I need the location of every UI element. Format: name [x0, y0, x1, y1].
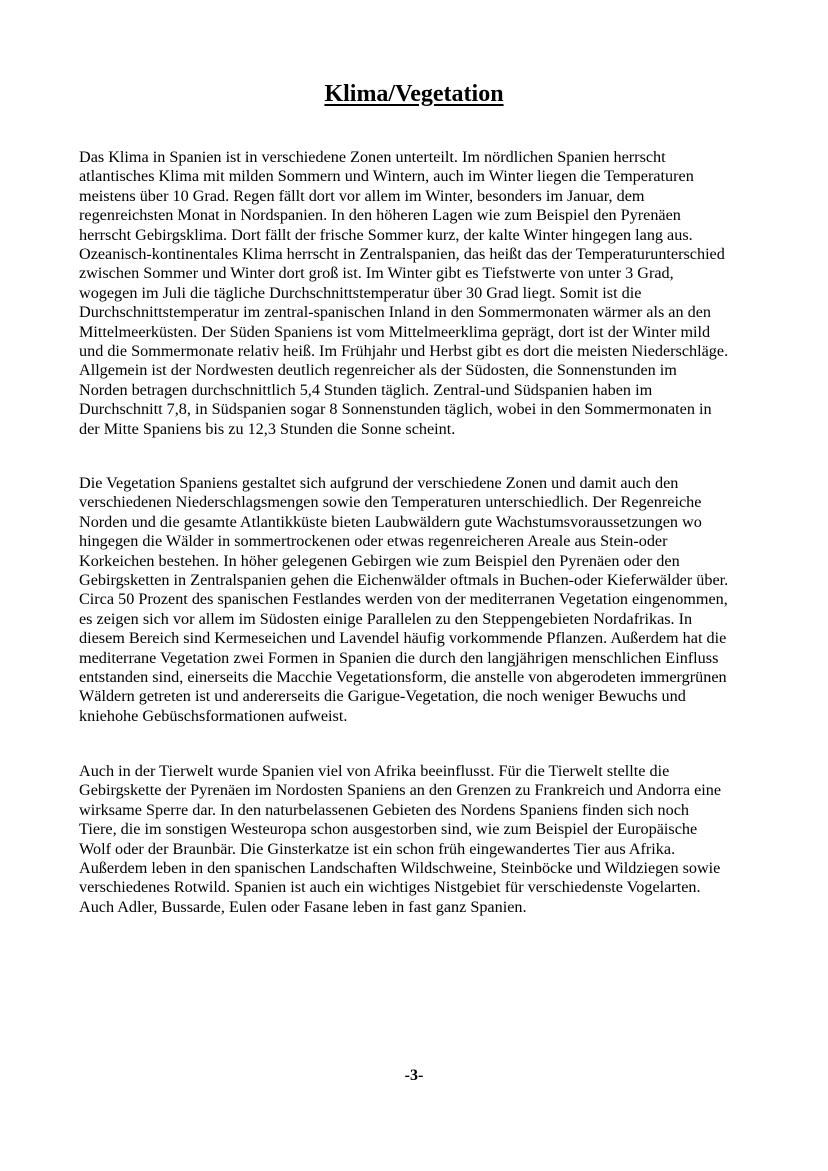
- paragraph-climate: [79, 148, 769, 439]
- text-line: diesem Bereich sind Kermeseichen und Lavendel häufig vorkommende Pflanzen. Außerdem hat die: [79, 629, 727, 648]
- text-line: Allgemein ist der Nordwesten deutlich regenreicher als der Südosten, die Sonnenstunden im: [79, 361, 677, 380]
- text-line: Die Vegetation Spaniens gestaltet sich aufgrund der verschiedene Zonen und damit auch den: [79, 474, 679, 492]
- text-line: der Mitte Spaniens bis zu 12,3 Stunden die Sonne scheint.: [79, 419, 456, 438]
- text-line: verschiedenen Niederschlagsmengen sowie den Temperaturen unterschiedlich. Der Regenreiche: [79, 493, 702, 512]
- text-line: Gebirgskette der Pyrenäen im Nordosten Spaniens an den Grenzen zu Frankreich und Andorra eine: [79, 781, 722, 800]
- text-line: Auch in der Tierwelt wurde Spanien viel von Afrika beeinflusst. Für die Tierwelt stellte die: [79, 762, 670, 780]
- text-line: Circa 50 Prozent des spanischen Festlandes werden von der mediterranen Vegetation eingenommen,: [79, 590, 728, 609]
- text-line: Tiere, die im sonstigen Westeuropa schon ausgestorben sind, wie zum Beispiel der Europäische: [79, 820, 698, 839]
- text-line: Gebirgsketten in Zentralspanien gehen die Eichenwälder oftmals in Buchen-oder Kieferwälder über.: [79, 571, 729, 590]
- text-line: Durchschnitt 7,8, in Südspanien sogar 8 Sonnenstunden täglich, wobei in den Sommermonaten in: [79, 400, 712, 419]
- text-line: und die Sommermonate relativ heiß. Im Frühjahr und Herbst gibt es dort die meisten Niederschläge.: [79, 342, 729, 361]
- text-line: Mittelmeerküsten. Der Süden Spaniens ist vom Mittelmeerklima geprägt, dort ist der Winter mild: [79, 322, 711, 341]
- text-line: Norden und die gesamte Atlantikküste bieten Laubwäldern gute Wachstumsvoraussetzungen wo: [79, 512, 702, 531]
- text-line: verschiedenes Rotwild. Spanien ist auch ein wichtiges Nistgebiet für verschiedenste Vogelarten.: [79, 878, 701, 897]
- text-line: atlantisches Klima mit milden Sommern und Wintern, auch im Winter liegen die Temperaturen: [79, 167, 694, 186]
- paragraph-fauna: [79, 762, 769, 917]
- text-line: Durchschnittstemperatur im zentral-spanischen Inland in den Sommermonaten wärmer als an den: [79, 303, 712, 322]
- paragraph-vegetation: [79, 474, 769, 726]
- text-line: herrscht Gebirgsklima. Dort fällt der frische Sommer kurz, der kalte Winter hingegen lang aus.: [79, 225, 693, 244]
- text-line: Das Klima in Spanien ist in verschiedene Zonen unterteilt. Im nördlichen Spanien herrscht: [79, 148, 666, 166]
- text-line: Wäldern getreten ist und andererseits die Garigue-Vegetation, die noch weniger Bewuchs und: [79, 687, 686, 706]
- text-line: Auch Adler, Bussarde, Eulen oder Fasane leben in fast ganz Spanien.: [79, 897, 527, 916]
- text-line: Korkeichen bestehen. In höher gelegenen Gebirgen wie zum Beispiel den Pyrenäen oder den: [79, 551, 680, 570]
- text-line: Ozeanisch-kontinentales Klima herrscht in Zentralspanien, das heißt das der Temperaturunterschied: [79, 245, 725, 264]
- text-line: es zeigen sich vor allem im Südosten einige Parallelen zu den Steppengebieten Nordafrikas. In: [79, 609, 693, 628]
- text-line: Außerdem leben in den spanischen Landschaften Wildschweine, Steinböcke und Wildziegen sowie: [79, 859, 721, 878]
- text-line: wogegen im Juli die tägliche Durchschnittstemperatur über 30 Grad liegt. Somit ist die: [79, 283, 642, 302]
- page-title: Klima/Vegetation: [324, 81, 504, 107]
- text-line: wirksame Sperre dar. In den naturbelassenen Gebieten des Nordens Spaniens finden sich noch: [79, 800, 689, 819]
- text-line: regenreichsten Monat in Nordspanien. In den höheren Lagen wie zum Beispiel den Pyrenäen: [79, 206, 681, 225]
- text-line: Wolf oder der Braunbär. Die Ginsterkatze ist ein schon früh eingewandertes Tier aus Afrika.: [79, 839, 676, 858]
- text-line: kniehohe Gebüschsformationen aufweist.: [79, 706, 348, 725]
- text-line: entstanden sind, einerseits die Macchie Vegetationsform, die anstelle von abgerodeten immergrünen: [79, 668, 727, 687]
- text-line: hingegen die Wälder in sommertrockenen oder etwas regenreicheren Areale aus Stein-oder: [79, 532, 668, 551]
- text-line: meistens über 10 Grad. Regen fällt dort vor allem im Winter, besonders im Januar, dem: [79, 186, 645, 205]
- text-line: Norden betragen durchschnittlich 5,4 Stunden täglich. Zentral-und Südspanien haben im: [79, 380, 653, 399]
- text-line: zwischen Sommer und Winter dort groß ist. Im Winter gibt es Tiefstwerte von unter 3 Grad,: [79, 264, 674, 283]
- page-number: -3-: [404, 1067, 424, 1084]
- text-line: mediterrane Vegetation zwei Formen in Spanien die durch den langjährigen menschlichen Einfluss: [79, 648, 719, 667]
